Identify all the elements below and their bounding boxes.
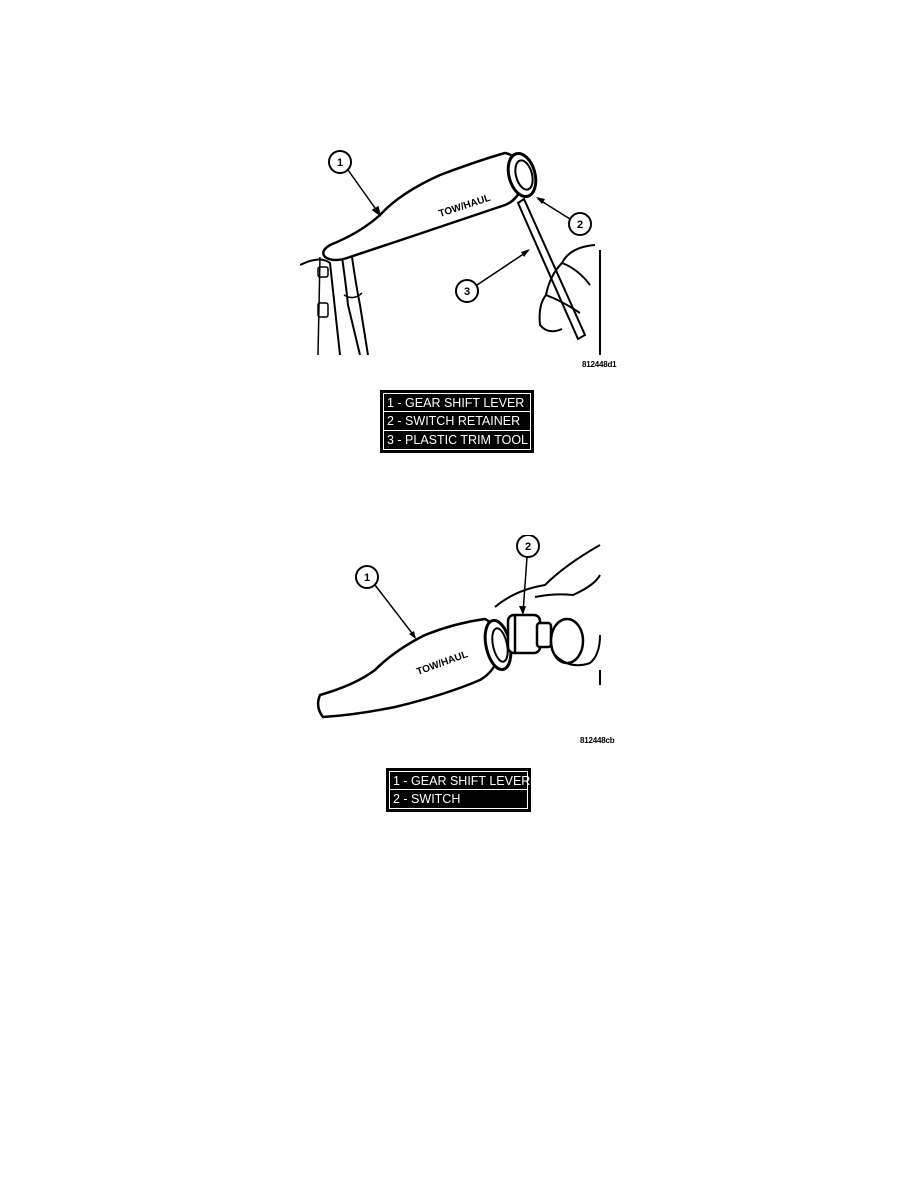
callout-1	[356, 566, 416, 639]
callout-3	[456, 249, 530, 302]
legend-row: 2 - SWITCH RETAINER	[383, 412, 531, 431]
column-shroud	[300, 257, 368, 355]
figure-2-illustration	[315, 535, 605, 725]
svg-text:1: 1	[363, 572, 371, 584]
lever-label: TOW/HAUL	[415, 649, 470, 678]
svg-text:1: 1	[336, 157, 344, 169]
figure-1-legend	[380, 390, 534, 453]
callout-2	[517, 535, 539, 615]
gear-shift-lever	[323, 150, 540, 260]
switch	[508, 615, 583, 663]
figure-2-legend	[386, 768, 531, 812]
legend-row: 3 - PLASTIC TRIM TOOL	[383, 431, 531, 450]
svg-text:2: 2	[524, 541, 532, 553]
figure-2-code: 812448cb	[580, 736, 615, 745]
legend-row: 1 - GEAR SHIFT LEVER	[389, 771, 528, 790]
lever-label: TOW/HAUL	[437, 192, 493, 220]
callout-2	[536, 197, 591, 235]
svg-text:3: 3	[463, 286, 471, 298]
callout-1	[329, 151, 380, 215]
svg-text:2: 2	[576, 219, 584, 231]
gear-shift-lever	[318, 618, 515, 717]
figure-1-code: 812448d1	[582, 360, 617, 369]
legend-row: 2 - SWITCH	[389, 790, 528, 809]
figure-1-illustration	[300, 145, 620, 355]
legend-row: 1 - GEAR SHIFT LEVER	[383, 393, 531, 412]
